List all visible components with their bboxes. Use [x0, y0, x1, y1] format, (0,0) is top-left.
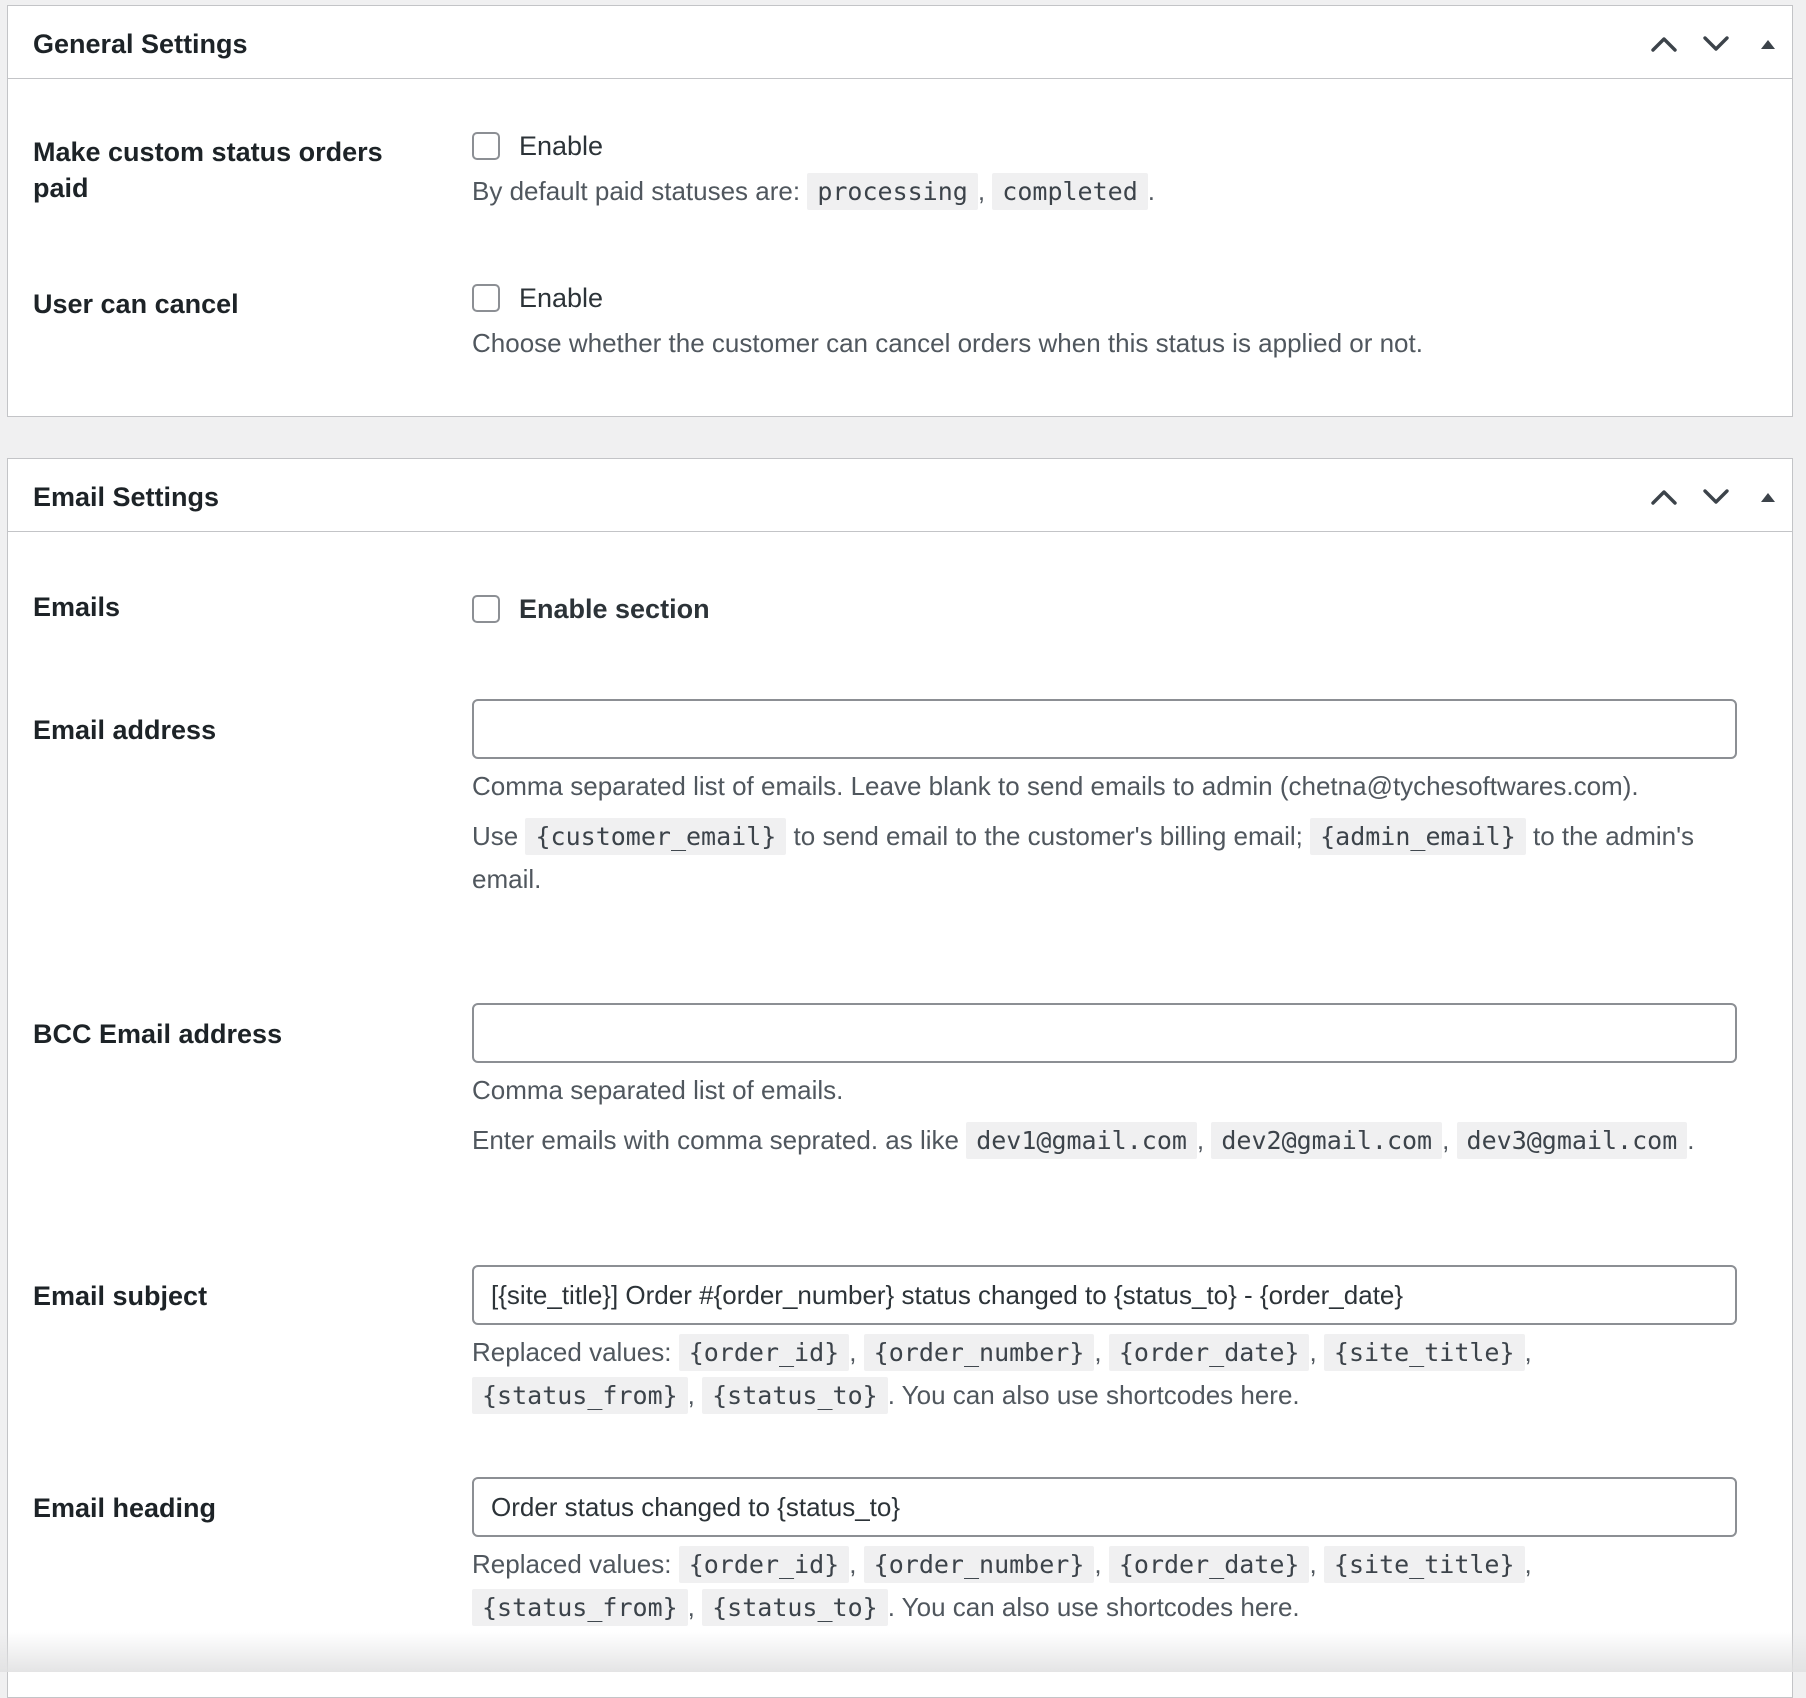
code-chip: {order_id}: [679, 1334, 850, 1371]
code-chip: {site_title}: [1324, 1334, 1525, 1371]
desc-text: By default paid statuses are:: [472, 176, 801, 206]
email-heading-input[interactable]: [472, 1477, 1737, 1537]
move-up-button[interactable]: [1644, 26, 1684, 62]
panel-title: General Settings: [33, 29, 248, 59]
triangle-up-icon: [1758, 489, 1778, 505]
code-chip: {order_date}: [1109, 1334, 1310, 1371]
code-chip: dev3@gmail.com: [1457, 1122, 1688, 1159]
chevron-up-icon: [1650, 487, 1678, 507]
code-chip: completed: [992, 173, 1147, 210]
field-description: [472, 1543, 1737, 1629]
checkbox-label: Enable: [519, 130, 604, 161]
emails-enable-checkbox[interactable]: [472, 595, 500, 623]
field-label: Make custom status orders paid: [33, 137, 383, 203]
desc-text: Replaced values:: [472, 1549, 672, 1579]
desc-text: Enter emails with comma seprated. as like: [472, 1125, 959, 1155]
code-chip: {customer_email}: [525, 818, 786, 855]
email-address-input[interactable]: [472, 699, 1737, 759]
desc-line: Replaced values: {order_id} , {order_number} , {order_date} , {site_title} , {status_from} , {status_to} . You can also use shortcodes here.: [472, 1543, 1737, 1629]
field-label: Email address: [33, 715, 217, 745]
desc-line: Replaced values: {order_id} , {order_number} , {order_date} , {site_title} , {status_from} , {status_to} . You can also use shortcodes here.: [472, 1331, 1737, 1417]
toggle-panel-button[interactable]: [1748, 26, 1788, 62]
desc-line: Enter emails with comma seprated. as like dev1@gmail.com , dev2@gmail.com , dev3@gmail.com .: [472, 1119, 1737, 1162]
code-chip: {status_to}: [702, 1377, 888, 1414]
field-label: Email heading: [33, 1493, 217, 1523]
code-chip: {site_title}: [1324, 1546, 1525, 1583]
email-settings-panel: [7, 458, 1793, 1698]
panel-header: [8, 6, 1792, 79]
field-description: [472, 1331, 1737, 1417]
desc-text: . You can also use shortcodes here.: [887, 1380, 1300, 1410]
panel-title: Email Settings: [33, 482, 220, 512]
desc-line: [472, 815, 1737, 900]
bcc-email-input[interactable]: [472, 1003, 1737, 1063]
code-chip: {status_from}: [472, 1589, 688, 1626]
code-chip: {status_from}: [472, 1377, 688, 1414]
chevron-up-icon: [1650, 34, 1678, 54]
field-description: [472, 1069, 1737, 1162]
chevron-down-icon: [1702, 487, 1730, 507]
code-chip: {order_date}: [1109, 1546, 1310, 1583]
cancel-checkbox[interactable]: [472, 284, 500, 312]
checkbox-row[interactable]: [472, 128, 1737, 164]
email-subject-input[interactable]: [472, 1265, 1737, 1325]
desc-text: to the admin's email.: [472, 821, 1695, 894]
desc-text: to send email to the customer's billing email;: [793, 821, 1303, 851]
field-control: [472, 699, 1737, 900]
field-label: BCC Email address: [33, 1019, 283, 1049]
code-chip: {order_number}: [864, 1546, 1095, 1583]
field-description: [472, 765, 1737, 900]
field-description: By default paid statuses are: processing , completed .: [472, 170, 1737, 213]
code-chip: processing: [807, 173, 978, 210]
chevron-down-icon: [1702, 34, 1730, 54]
panel-header: [8, 459, 1792, 532]
field-control: [472, 128, 1737, 213]
move-up-button[interactable]: [1644, 479, 1684, 515]
triangle-up-icon: [1758, 36, 1778, 52]
code-chip: dev1@gmail.com: [966, 1122, 1197, 1159]
field-label: Email subject: [33, 1281, 208, 1311]
toggle-panel-button[interactable]: [1748, 479, 1788, 515]
desc-text: . You can also use shortcodes here.: [887, 1592, 1300, 1622]
field-control: [472, 280, 1737, 364]
move-down-button[interactable]: [1696, 26, 1736, 62]
general-settings-panel: [7, 5, 1793, 417]
code-chip: dev2@gmail.com: [1211, 1122, 1442, 1159]
checkbox-label: Enable section: [519, 593, 710, 624]
move-down-button[interactable]: [1696, 479, 1736, 515]
field-control: [472, 591, 1737, 627]
field-control: [472, 1003, 1737, 1162]
field-label: Emails: [33, 592, 121, 622]
field-control: [472, 1265, 1737, 1417]
desc-text: Replaced values:: [472, 1337, 672, 1367]
field-description: Choose whether the customer can cancel orders when this status is applied or not.: [472, 328, 1423, 358]
field-control: [472, 1477, 1737, 1629]
desc-line: Comma separated list of emails. Leave blank to send emails to admin (chetna@tychesoftwares.com).: [472, 771, 1639, 801]
checkbox-row[interactable]: [472, 280, 1737, 316]
field-label: User can cancel: [33, 289, 239, 319]
code-chip: {admin_email}: [1310, 818, 1526, 855]
code-chip: {order_number}: [864, 1334, 1095, 1371]
code-chip: {order_id}: [679, 1546, 850, 1583]
checkbox-row[interactable]: [472, 591, 1737, 627]
paid-checkbox[interactable]: [472, 132, 500, 160]
desc-text: Use: [472, 821, 519, 851]
desc-line: Comma separated list of emails.: [472, 1075, 844, 1105]
checkbox-label: Enable: [519, 282, 604, 313]
code-chip: {status_to}: [702, 1589, 888, 1626]
